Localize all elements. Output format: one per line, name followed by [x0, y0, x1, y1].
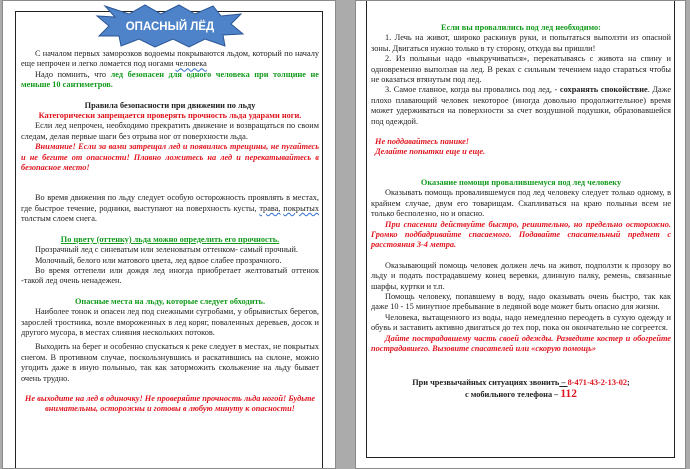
emergency-dash: –	[559, 378, 568, 388]
thickness-text: Надо помнить, что	[35, 69, 111, 79]
ice-color-milky: Молочный, белого или матового цвета, лед вдвое слабее прозрачного.	[35, 255, 282, 265]
intro-text: С началом первых заморозков водоемы покрываются льдом, который по началу еще непрочен и легко ломается под ногами	[21, 49, 319, 69]
document-page-right	[355, 0, 686, 469]
help-final-warning: Дайте пострадавшему часть своей одежды. Разведите костер и обогрейте пострадавшего. Вызовите спасателей или «скорую помощь»	[371, 333, 671, 353]
no-panic-line-1: Не поддавайтесь панике!	[375, 137, 469, 147]
step-3-bold: сохранять спокойствие	[559, 85, 648, 95]
left-page-content	[21, 1, 319, 415]
rules-heading: Правила безопасности при движении по льду	[84, 100, 256, 110]
emergency-line-1: При чрезвычайных ситуациях звонить – 8-471-43-2-13-02;	[412, 378, 630, 388]
paragraph-caution	[21, 193, 319, 224]
caution-underlined-word-1: трава,	[259, 203, 281, 213]
thickness-highlight: лед безопасен для одного человека при толщине не меньше 10 сантиметров.	[21, 69, 319, 90]
prohibited-warning: Категорически запрещается проверять прочность льда ударами ноги.	[38, 111, 302, 121]
caution-text: Во время движения по льду следует особую осторожность проявлять в местах, где быстрое течение, родники, выступают на поверхность кусты,	[21, 193, 319, 213]
step-2: 2. Из полыньи надо «выкручиваться», перекатываясь с живота на спину и одновременно выползая на лед. В реках с сильным течением надо стараться чтобы не оказаться втянутым под лед.	[371, 54, 671, 85]
burst-shape	[95, 4, 245, 48]
paragraph-thin-ice: Наиболее тонок и опасен лед под снежными сугробами, у обрывистых берегов, зарослей тростника, возле вмороженных в лед коряг, поваленных деревьев, досок и другого мусора, в местах слияния нескольких потоков.	[21, 307, 319, 337]
right-page-content	[371, 23, 671, 400]
help-paragraph-2: Оказывающий помощь человек должен лечь на живот, подползти к прозору во льду и подать пострадавшему конец веревки, длинную палку, ремень, связанные шарфы, куртки и т.п.	[371, 260, 671, 291]
emergency-line-2	[371, 389, 671, 400]
paragraph-return: Если лед непрочен, необходимо прекратить движение и возвращаться по своим следам, делая первые шаги без отрыва ног от поверхности льда.	[21, 121, 319, 141]
paragraph-shore: Выходить на берег и особенно спускаться к реке следует в местах, не покрытых снегом. В противном случае, поскользнувшись и раскатившись на склоне, можно угодить даже в иную полынью, так как заторможить скольжение на льду бывает очень трудно.	[21, 342, 319, 383]
emergency-phone: 8-471-43-2-13-02	[567, 378, 628, 388]
caution-underlined-word-2: покрытых	[283, 203, 319, 213]
emergency-label: При чрезвычайных ситуациях звонить	[412, 378, 560, 388]
banner-title: ОПАСНЫЙ ЛЁД	[125, 21, 215, 33]
mobile-label: с мобильного телефона –	[464, 389, 561, 399]
fall-heading: Если вы провалились под лед необходимо:	[441, 23, 601, 32]
paragraph-thickness	[21, 70, 319, 91]
danger-heading: Опасные места на льду, которые следует обходить.	[74, 296, 266, 306]
help-paragraph-1: Оказывать помощь провалившемуся под лед человеку следует только одному, в крайнем случае, двум его товарищам. Скапливаться на краю полыньи всем не только бесполезно, но и опасно.	[371, 188, 671, 219]
step-3-text-end: . Даже плохо плавающий человек некоторое (иногда довольно продолжительное) время может удерживаться на поверхности за счет воздушной подушки, образовавшейся под одеждой.	[371, 85, 672, 126]
help-paragraph-4: Человека, вытащенного из воды, надо немедленно переодеть в сухую одежду и обувь и заставить активно двигаться до тех пор, пока он окончательно не согреется.	[371, 312, 671, 333]
attention-warning: Внимание! Если за вами затрещал лед и появились трещины, не пугайтесь и не бегите от опасности! Плавно ложитесь на лед и перекатывайтесь в безопасное место!	[21, 142, 319, 173]
document-page-left	[2, 0, 336, 469]
help-heading: Оказание помощи провалившемуся под лед человеку	[420, 177, 622, 187]
step-1: 1. Лечь на живот, широко раскинув руки, и попытаться выползти из опасной зоны. Двигаться нужно только в ту сторону, откуда вы пришли!	[371, 33, 671, 53]
caution-text-end: толстым слоем снега.	[21, 214, 97, 224]
final-warning: Не выходите на лед в одиночку! Не проверяйте прочность льда ногой! Будьте внимательны, осторожны и готовы в любую минуту к опасности!	[24, 393, 316, 414]
mobile-number: 112	[560, 387, 578, 400]
paragraph-intro	[21, 49, 319, 70]
help-paragraph-3: Помощь человеку, попавшему в воду, надо оказывать очень быстро, так как даже 10 - 15 минутное пребывание в ледяной воде может быть опасно для жизни.	[371, 291, 671, 312]
ice-color-clear: Прозрачный лед с синеватым или зеленоватым оттенком- самый прочный.	[35, 245, 298, 255]
step-3-text: 3. Самое главное, когда вы провались под лед, -	[385, 85, 560, 95]
step-3	[371, 85, 671, 127]
ice-color-yellow: Во время оттепели или дождя лед иногда приобретает желтоватый оттенок -такой лед очень ненадежен.	[21, 265, 319, 286]
intro-underlined-word: человека	[175, 59, 207, 69]
color-heading: По цвету (оттенку) льда можно определить его прочность.	[60, 234, 280, 244]
no-panic-line-2: Делайте попытки еще и еще.	[375, 147, 486, 157]
help-rescue-warning: При спасении действуйте быстро, решительно, но предельно осторожно. Громко подбадривайте спасаемого. Подавайте спасательный предмет с расстояния 3-4 метра.	[371, 219, 671, 250]
title-banner	[21, 1, 319, 49]
